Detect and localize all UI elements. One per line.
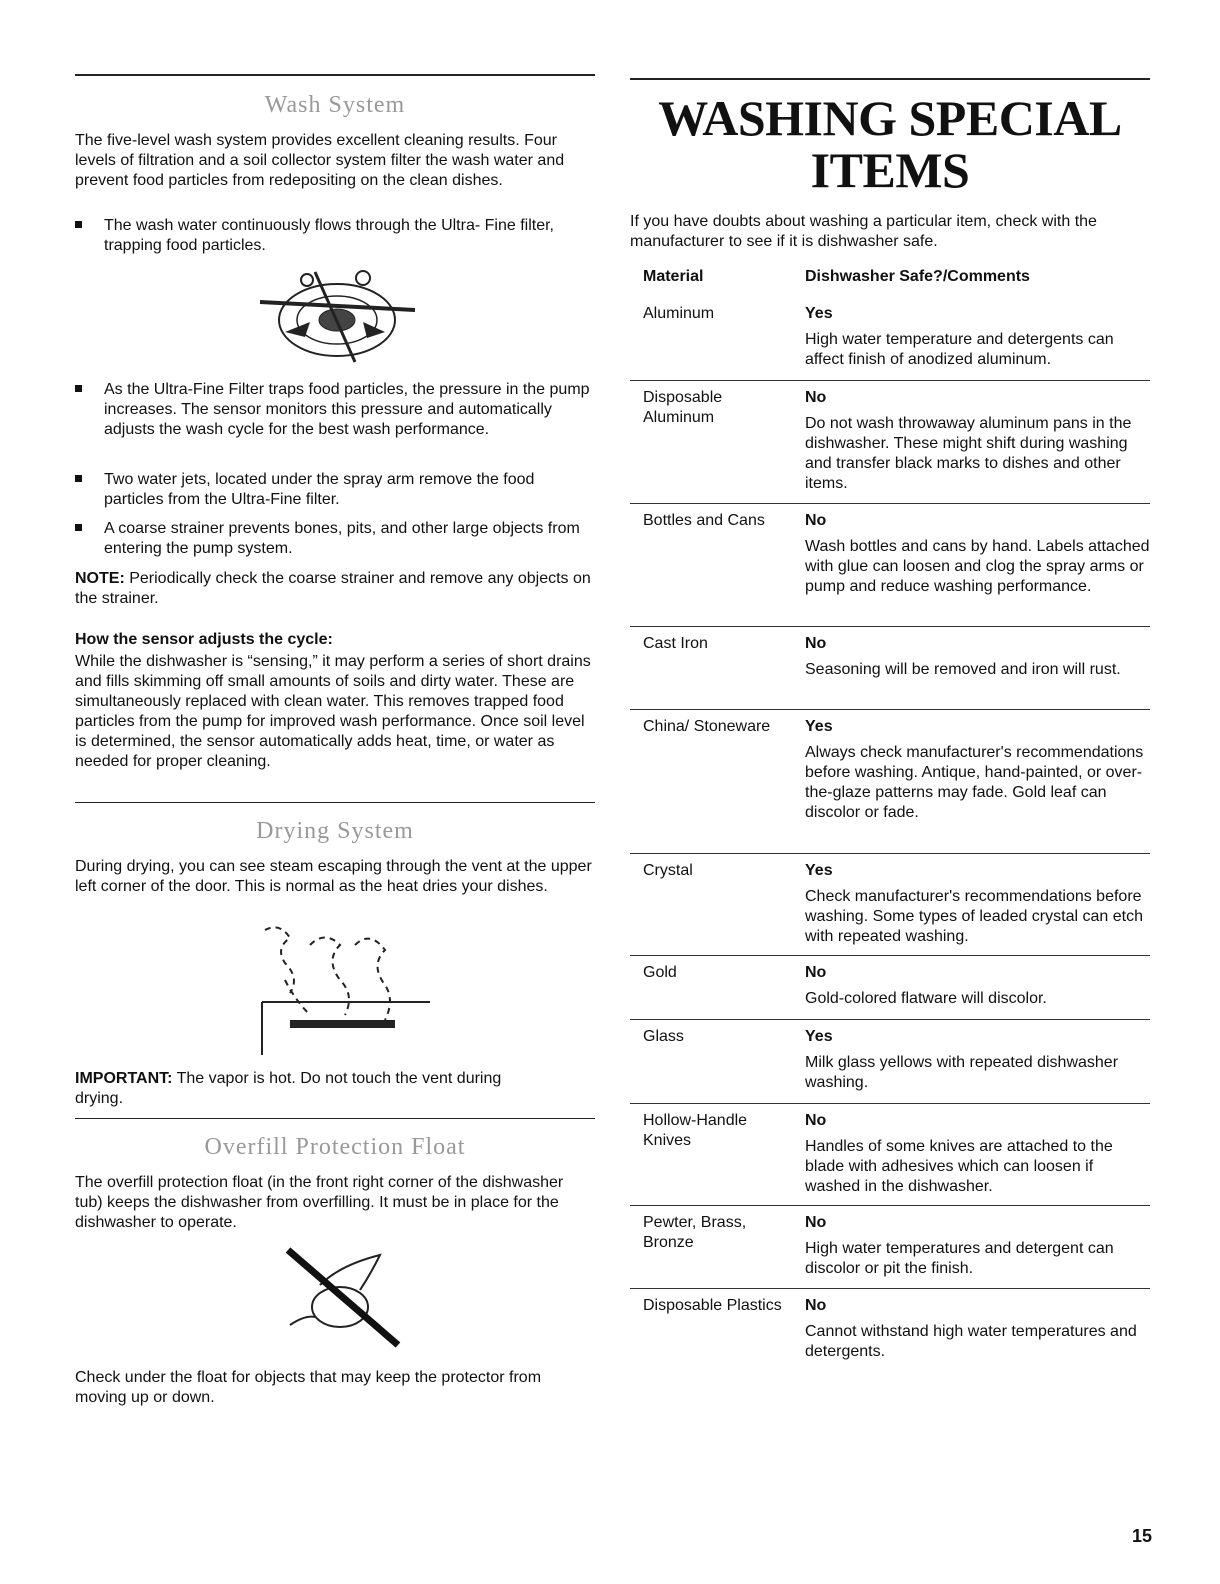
comment-cell: Check manufacturer's recommendations before washing. Some types of leaded crystal can etch with repeated washing. xyxy=(805,888,1143,945)
overfill-check-text: Check under the float for objects that may keep the protector from moving up or down. xyxy=(75,1369,542,1406)
overfill-text: The overfill protection float (in the front right corner of the dishwasher tub) keeps the dishwasher from overfilling. It must be in place for the dishwasher to operate. xyxy=(75,1174,564,1231)
safe-answer: Yes xyxy=(805,1028,833,1045)
wash-bullet-4: A coarse strainer prevents bones, pits, and other large objects from entering the pump system. xyxy=(75,519,595,559)
row-divider xyxy=(630,709,1150,710)
wash-system-title: Wash System xyxy=(264,92,406,118)
material-cell: Hollow-Handle Knives xyxy=(643,1112,748,1149)
wash-bullet-1: The wash water continuously flows through the Ultra- Fine filter, trapping food particles. xyxy=(75,216,595,256)
material-cell: China/ Stoneware xyxy=(643,718,771,735)
safe-answer: No xyxy=(805,389,827,406)
comment-cell: Wash bottles and cans by hand. Labels attached with glue can loosen and clog the spray arms or pump and reduce washing performance. xyxy=(805,538,1150,595)
safe-answer: Yes xyxy=(805,718,833,735)
row-divider xyxy=(630,1019,1150,1020)
sensor-text: While the dishwasher is “sensing,” it may perform a series of short drains and fills skimming off small amounts of soils and dirty water. These are simultaneously replaced with clean water. This removes trapped food particles from the pump for improved wash performance. Once soil level is determined, the sensor automatically adds heat, time, or water as needed for proper cleaning. xyxy=(75,653,591,770)
wash-bullet-3: Two water jets, located under the spray arm remove the food particles from the Ultra-Fine filter. xyxy=(75,470,595,510)
drying-rule xyxy=(75,802,595,803)
wash-note: NOTE: Periodically check the coarse strainer and remove any objects on the strainer. xyxy=(75,570,591,607)
row-divider xyxy=(630,503,1150,504)
safe-answer: No xyxy=(805,635,827,652)
material-cell: Aluminum xyxy=(643,305,715,322)
row-divider xyxy=(630,1288,1150,1289)
safe-answer: Yes xyxy=(805,305,833,322)
row-divider xyxy=(630,626,1150,627)
top-rule-right xyxy=(630,78,1150,80)
row-divider xyxy=(630,853,1150,854)
comment-cell: Handles of some knives are attached to the blade with adhesives which can loosen if washed in the dishwasher. xyxy=(805,1138,1113,1195)
row-divider xyxy=(630,1205,1150,1206)
wash-bullet-2: As the Ultra-Fine Filter traps food particles, the pressure in the pump increases. The sensor monitors this pressure and automatically adjusts the wash cycle for the best wash performance. xyxy=(75,380,595,440)
safe-answer: Yes xyxy=(805,862,833,879)
material-cell: Glass xyxy=(643,1028,684,1045)
overfill-title: Overfill Protection Float xyxy=(204,1134,466,1160)
comment-cell: Cannot withstand high water temperatures and detergents. xyxy=(805,1323,1137,1360)
col-safe: Dishwasher Safe?/Comments xyxy=(805,268,1030,285)
material-cell: Bottles and Cans xyxy=(643,512,765,529)
comment-cell: Always check manufacturer's recommendations before washing. Antique, hand-painted, or over-the-glaze patterns may fade. Gold leaf can discolor or fade. xyxy=(805,744,1144,821)
top-rule-left xyxy=(75,74,595,76)
comment-cell: Do not wash throwaway aluminum pans in the dishwasher. These might shift during washing and transfer black marks to dishes and other items. xyxy=(805,415,1132,492)
comment-cell: Seasoning will be removed and iron will rust. xyxy=(805,661,1121,678)
drying-system-title: Drying System xyxy=(256,818,414,844)
wash-system-intro: The five-level wash system provides excellent cleaning results. Four levels of filtration and a soil collector system filter the wash water and prevent food particles from redepositing on the clean dishes. xyxy=(75,132,565,189)
sensor-heading: How the sensor adjusts the cycle: xyxy=(75,631,333,648)
steam-vent-illustration xyxy=(250,920,435,1055)
comment-cell: Milk glass yellows with repeated dishwasher washing. xyxy=(805,1054,1119,1091)
overfill-float-illustration xyxy=(280,1245,405,1350)
ultra-fine-filter-illustration xyxy=(255,262,420,367)
safe-answer: No xyxy=(805,1112,827,1129)
material-cell: Pewter, Brass, Bronze xyxy=(643,1214,747,1251)
comment-cell: High water temperatures and detergent can discolor or pit the finish. xyxy=(805,1240,1114,1277)
drying-important: IMPORTANT: The vapor is hot. Do not touch the vent during drying. xyxy=(75,1070,502,1107)
safe-answer: No xyxy=(805,512,827,529)
row-divider xyxy=(630,955,1150,956)
material-cell: Gold xyxy=(643,964,677,981)
safe-answer: No xyxy=(805,1214,827,1231)
special-items-intro: If you have doubts about washing a particular item, check with the manufacturer to see if it is dishwasher safe. xyxy=(630,213,1097,250)
row-divider xyxy=(630,380,1150,381)
special-items-title: WASHING SPECIAL ITEMS xyxy=(658,90,1122,198)
safe-answer: No xyxy=(805,1297,827,1314)
row-divider xyxy=(630,1103,1150,1104)
overfill-rule xyxy=(75,1118,595,1119)
drying-text: During drying, you can see steam escaping through the vent at the upper left corner of the door. This is normal as the heat dries your dishes. xyxy=(75,858,592,895)
page-number: 15 xyxy=(1131,1526,1152,1546)
material-cell: Cast Iron xyxy=(643,635,708,652)
comment-cell: Gold-colored flatware will discolor. xyxy=(805,990,1047,1007)
safe-answer: No xyxy=(805,964,827,981)
material-cell: Disposable Aluminum xyxy=(643,389,723,426)
material-cell: Disposable Plastics xyxy=(643,1297,782,1314)
col-material: Material xyxy=(643,268,704,285)
comment-cell: High water temperature and detergents can affect finish of anodized aluminum. xyxy=(805,331,1114,368)
material-cell: Crystal xyxy=(643,862,693,879)
